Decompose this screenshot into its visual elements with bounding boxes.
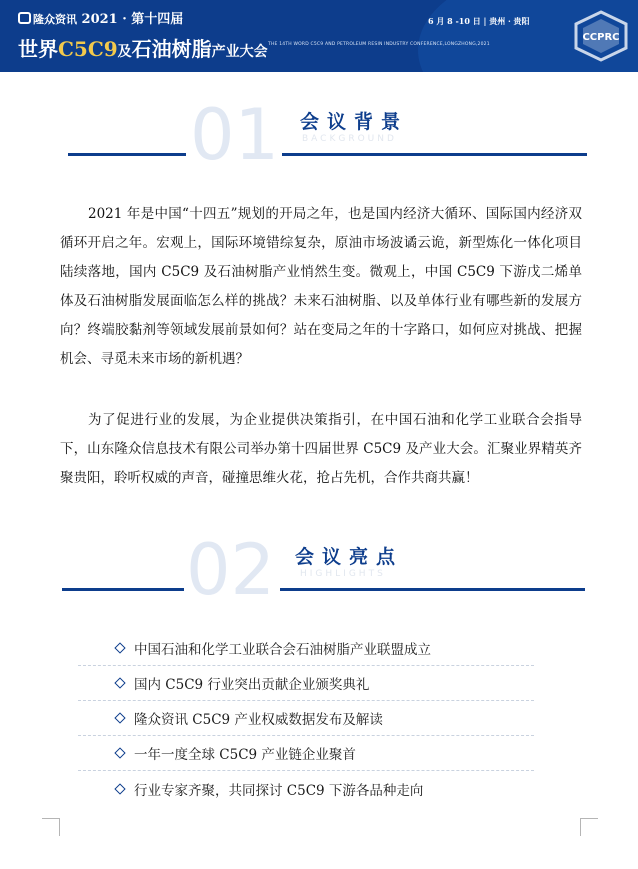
section1-number: 01 [190,94,280,176]
list-item [78,666,534,701]
header-banner [0,0,638,72]
corner-mark-bottom-left [42,818,60,836]
brand-edition: 2021 · 第十四届 [81,12,184,27]
diamond-bullet-icon [114,712,125,723]
diamond-bullet-icon [114,783,125,794]
highlights-list [78,631,534,806]
highlight-text: 中国石油和化学工业联合会石油树脂产业联盟成立 [134,642,431,658]
background-paragraph-2: 为了促进行业的发展，为企业提供决策指引，在中国石油和化学工业联合会指导下，山东隆众信息技术有限公司举办第十四届世界 C5C9 及产业大会。汇聚业界精英齐聚贵阳，聆听权威的声音，碰撞思维火花，抢占先机，合作共商共赢！ [60,412,582,486]
diamond-bullet-icon [114,642,125,653]
section2-title: 会议亮点 [295,546,404,568]
brand-name: 隆众资讯 [33,13,77,26]
list-item [78,701,534,736]
section1-left-rule [68,153,186,156]
conference-subtitle-en: THE 14TH WORD C5C9 AND PETROLEUM RESIN INDUSTRY CONFERENCE,LONGZHONG,2021 [268,42,490,47]
background-paragraph-1: 2021 年是中国“十四五”规划的开局之年，也是国内经济大循环、国际国内经济双循环开启之年。宏观上，国际环境错综复杂，原油市场波谲云诡，新型炼化一体化项目陆续落地，国内 C5C9 及石油树脂产业悄然生变。微观上，中国 C5C9 下游戊二烯单体及石油树脂发展面临怎么样的挑战？未来石油树脂、以及单体行业有哪些新的发展方向？终端胶黏剂等领域发展前景如何？站在变局之年的十字路口，如何应对挑战、把握机会、寻觅未来市场的新机遇？ [60,206,582,367]
section2-right-rule [280,588,585,591]
list-item [78,771,534,806]
conference-title: 世界C5C9及石油树脂产业大会 [18,37,268,61]
conference-date: 6 月 8 -10 日 | 贵州 · 贵阳 [428,16,530,26]
ccprc-logo-icon [572,10,630,62]
list-item [78,736,534,771]
section1-title: 会议背景 [300,111,409,133]
corner-mark-bottom-right [580,818,598,836]
highlight-text: 一年一度全球 C5C9 产业链企业聚首 [134,747,356,763]
highlight-text: 隆众资讯 C5C9 产业权威数据发布及解读 [134,712,383,728]
ccprc-logo-text: CCPRC [582,32,620,43]
section1-right-rule [282,153,587,156]
highlight-text: 行业专家齐聚，共同探讨 C5C9 下游各品种走向 [134,782,424,799]
section2-number: 02 [186,529,276,611]
section2-left-rule [62,588,184,591]
diamond-bullet-icon [114,677,125,688]
brand-logo-icon [18,12,31,24]
list-item [78,631,534,666]
section2-title-en: HIGHLIGHTS [300,569,386,579]
brand-line [18,8,183,27]
diamond-bullet-icon [114,747,125,758]
highlight-text: 国内 C5C9 行业突出贡献企业颁奖典礼 [134,677,370,693]
section1-title-en: BACKGROUND [302,134,397,144]
